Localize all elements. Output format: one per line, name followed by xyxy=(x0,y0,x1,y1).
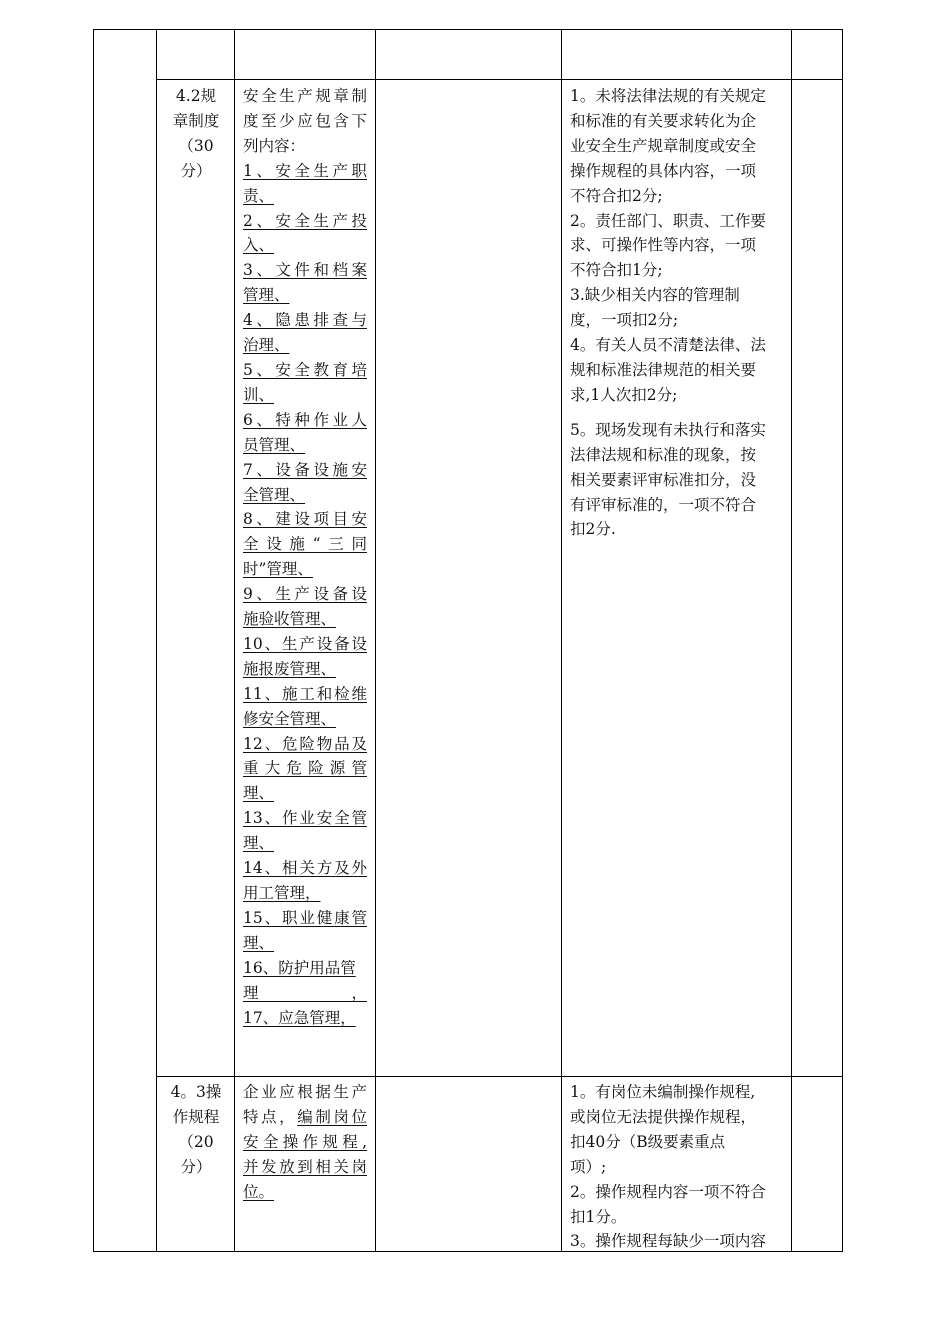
element-line: 章制度 xyxy=(172,111,220,130)
table-border-top xyxy=(93,29,843,30)
criteria-item xyxy=(570,418,784,543)
requirement-item-line: 安全操作规程, xyxy=(243,1132,367,1151)
requirement-item-line: 6、特种作业人 xyxy=(243,410,367,429)
requirement-item-line: 9、生产设备设 xyxy=(243,585,367,604)
requirement-item-line: 10、生产设备设 xyxy=(243,634,367,653)
table-border-right xyxy=(842,29,843,1252)
requirement-item-line: 重大危险源管 xyxy=(243,759,367,778)
table-divider-1 xyxy=(156,29,157,1252)
requirement-intro-line: 度至少应包含下 xyxy=(243,111,367,130)
criteria-line: 项）; xyxy=(570,1157,607,1176)
criteria-line: 不符合扣2分; xyxy=(570,186,663,205)
criteria-line: 2。操作规程内容一项不符合 xyxy=(570,1182,766,1201)
criteria-line: 度，一项扣2分; xyxy=(570,311,679,330)
element-cell-4-2 xyxy=(160,84,232,184)
criteria-line: 3。操作规程每缺少一项内容 xyxy=(570,1232,766,1251)
criteria-line: 相关要素评审标准扣分，没 xyxy=(570,470,757,489)
requirement-item-line: 管理、 xyxy=(243,286,290,305)
requirement-item-line: 5、安全教育培 xyxy=(243,360,367,379)
requirement-item-line: 全设施“三同 xyxy=(243,535,367,554)
element-line: （20 xyxy=(178,1132,214,1151)
requirement-cell-4-2 xyxy=(243,84,367,1030)
element-line: （30 xyxy=(178,136,214,155)
criteria-item xyxy=(570,209,784,284)
criteria-item xyxy=(570,1180,784,1230)
criteria-line: 求,1人次扣2分; xyxy=(570,385,678,404)
requirement-item-line: 治理、 xyxy=(243,336,290,355)
criteria-line: 不符合扣1分; xyxy=(570,261,663,280)
requirement-item-line: 施验收管理、 xyxy=(243,610,337,629)
row-separator-2 xyxy=(156,1076,843,1077)
criteria-line: 4。有关人员不清楚法律、法 xyxy=(570,336,766,355)
criteria-item xyxy=(570,84,784,209)
criteria-line: 操作规程的具体内容，一项 xyxy=(570,161,757,180)
element-line: 4。3操 xyxy=(170,1083,222,1101)
criteria-line: 规和标准法律规范的相关要 xyxy=(570,360,757,379)
requirement-item-line: 理、 xyxy=(243,784,275,803)
requirement-item-line: 13、作业安全管 xyxy=(243,809,367,828)
table-border-left xyxy=(93,29,94,1252)
element-line: 作规程 xyxy=(172,1107,220,1126)
element-line: 分） xyxy=(180,1157,212,1176)
criteria-item xyxy=(570,333,784,408)
requirement-item-line: 理、 xyxy=(243,933,275,952)
criteria-line: 业安全生产规章制度或安全 xyxy=(570,136,757,155)
element-cell-4-3 xyxy=(160,1080,232,1180)
requirement-item-line: 员管理、 xyxy=(243,435,306,454)
criteria-line: 求、可操作性等内容，一项 xyxy=(570,236,757,255)
requirement-item-line: 全管理、 xyxy=(243,485,306,504)
requirement-cell-4-3 xyxy=(243,1080,367,1205)
criteria-cell-4-2 xyxy=(570,84,784,542)
criteria-item xyxy=(570,1080,784,1180)
criteria-item xyxy=(570,1229,784,1254)
criteria-line: 扣1分。 xyxy=(570,1207,627,1226)
criteria-line: 2。责任部门、职责、工作要 xyxy=(570,211,766,230)
requirement-intro-line: 特点， xyxy=(243,1107,298,1126)
criteria-line: 有评审标准的，一项不符合 xyxy=(570,495,757,514)
requirement-intro-line: 企业应根据生产 xyxy=(243,1083,367,1101)
criteria-line: 扣40分（B级要素重点 xyxy=(570,1132,726,1151)
requirement-item-line: 施报废管理、 xyxy=(243,659,337,678)
requirement-item-line: 17、应急管理， xyxy=(243,1008,356,1027)
criteria-line: 3.缺少相关内容的管理制 xyxy=(570,286,740,305)
requirement-item-line: 入、 xyxy=(243,236,275,255)
requirement-item-line: 15、职业健康管 xyxy=(243,908,367,927)
requirement-item-line: 4、隐患排查与 xyxy=(243,311,367,330)
criteria-cell-4-3 xyxy=(570,1080,784,1254)
requirement-item-line: 并发放到相关岗 xyxy=(243,1157,367,1176)
criteria-line: 1。有岗位未编制操作规程, xyxy=(570,1083,756,1101)
requirement-item-line: 2、安全生产投 xyxy=(243,211,367,230)
table-divider-4 xyxy=(561,29,562,1252)
criteria-line: 法律法规和标准的现象，按 xyxy=(570,445,757,464)
requirement-item-line: 理， xyxy=(243,983,367,1002)
requirement-item-line: 11、施工和检维 xyxy=(243,684,367,703)
requirement-item-line: 14、相关方及外 xyxy=(243,859,367,878)
criteria-line: 扣2分. xyxy=(570,520,616,539)
requirement-intro-line: 列内容： xyxy=(243,136,306,155)
table-divider-5 xyxy=(791,29,792,1252)
requirement-item-line: 训、 xyxy=(243,385,275,404)
table-divider-2 xyxy=(234,29,235,1252)
requirement-intro-line: 安全生产规章制 xyxy=(243,87,367,105)
requirement-item-line: 3、文件和档案 xyxy=(243,261,367,280)
requirement-item-line: 8、建设项目安 xyxy=(243,510,367,529)
requirement-item-line: 位。 xyxy=(243,1182,275,1201)
element-line: 4.2规 xyxy=(175,87,217,105)
requirement-item-line: 1、安全生产职 xyxy=(243,161,367,180)
criteria-item xyxy=(570,283,784,333)
criteria-line: 或岗位无法提供操作规程， xyxy=(570,1107,757,1126)
requirement-item-line: 修安全管理、 xyxy=(243,709,337,728)
requirement-item-line: 责、 xyxy=(243,186,275,205)
requirement-item-line: 7、设备设施安 xyxy=(243,460,367,479)
criteria-line: 5。现场发现有未执行和落实 xyxy=(570,420,766,439)
requirement-item-line: 时”管理、 xyxy=(243,560,313,579)
requirement-item-line: 理、 xyxy=(243,834,275,853)
criteria-line: 和标准的有关要求转化为企 xyxy=(570,111,757,130)
criteria-line: 1。未将法律法规的有关规定 xyxy=(570,87,766,105)
requirement-item-line: 用工管理， xyxy=(243,884,321,902)
element-line: 分） xyxy=(180,161,212,180)
table-divider-3 xyxy=(375,29,376,1252)
requirement-item-line: 12、危险物品及 xyxy=(243,734,367,753)
requirement-item-line: 编制岗位 xyxy=(297,1107,367,1126)
requirement-item-line: 16、防护用品管 xyxy=(243,958,356,977)
row-separator-1 xyxy=(156,79,843,80)
